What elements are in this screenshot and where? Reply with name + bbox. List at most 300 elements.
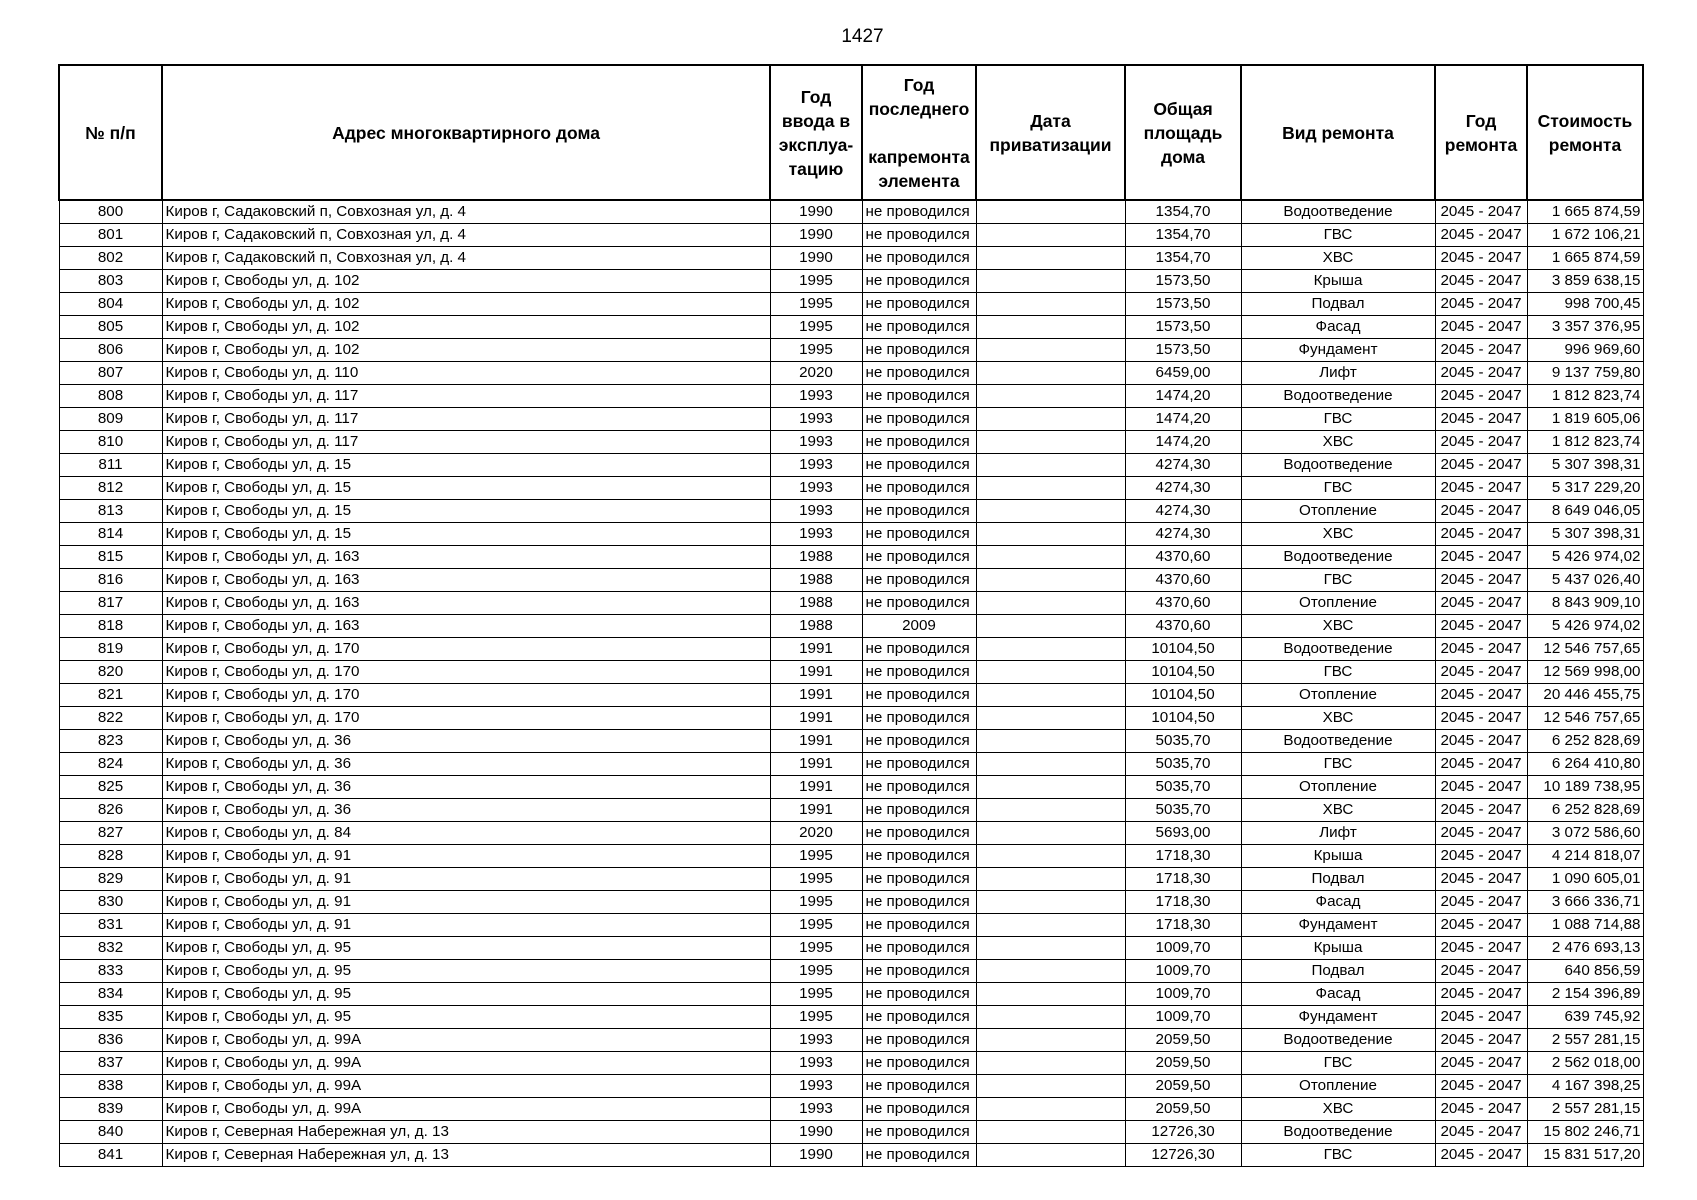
cell-address: Киров г, Свободы ул, д. 95	[162, 937, 770, 960]
cell-last-repair: не проводился	[862, 546, 976, 569]
cell-repair-year: 2045 - 2047	[1435, 592, 1527, 615]
cell-year-built: 1995	[770, 339, 862, 362]
cell-privatization	[976, 983, 1125, 1006]
cell-repair-year: 2045 - 2047	[1435, 270, 1527, 293]
cell-repair-type: ГВС	[1241, 1052, 1435, 1075]
cell-year-built: 2020	[770, 362, 862, 385]
table-row	[59, 638, 1643, 661]
cell-num: 813	[59, 500, 162, 523]
cell-area: 2059,50	[1125, 1075, 1241, 1098]
cell-privatization	[976, 822, 1125, 845]
cell-area: 2059,50	[1125, 1029, 1241, 1052]
cell-privatization	[976, 937, 1125, 960]
cell-cost: 12 569 998,00	[1527, 661, 1643, 684]
cell-cost: 3 072 586,60	[1527, 822, 1643, 845]
cell-privatization	[976, 316, 1125, 339]
cell-repair-year: 2045 - 2047	[1435, 615, 1527, 638]
cell-last-repair: не проводился	[862, 638, 976, 661]
cell-num: 830	[59, 891, 162, 914]
cell-year-built: 1993	[770, 1029, 862, 1052]
table-body	[59, 200, 1643, 1167]
cell-repair-type: ХВС	[1241, 431, 1435, 454]
table-row	[59, 661, 1643, 684]
cell-last-repair: не проводился	[862, 1075, 976, 1098]
cell-num: 822	[59, 707, 162, 730]
cell-num: 836	[59, 1029, 162, 1052]
cell-privatization	[976, 638, 1125, 661]
cell-area: 4274,30	[1125, 523, 1241, 546]
cell-privatization	[976, 1006, 1125, 1029]
cell-privatization	[976, 454, 1125, 477]
cell-repair-type: Фасад	[1241, 316, 1435, 339]
cell-area: 12726,30	[1125, 1121, 1241, 1144]
cell-repair-type: Отопление	[1241, 500, 1435, 523]
cell-repair-type: Подвал	[1241, 293, 1435, 316]
cell-repair-type: Подвал	[1241, 960, 1435, 983]
cell-num: 821	[59, 684, 162, 707]
cell-cost: 639 745,92	[1527, 1006, 1643, 1029]
cell-privatization	[976, 546, 1125, 569]
cell-area: 5035,70	[1125, 799, 1241, 822]
table-row	[59, 316, 1643, 339]
cell-last-repair: не проводился	[862, 477, 976, 500]
cell-year-built: 1990	[770, 1121, 862, 1144]
cell-cost: 3 859 638,15	[1527, 270, 1643, 293]
table-row	[59, 247, 1643, 270]
cell-cost: 15 802 246,71	[1527, 1121, 1643, 1144]
cell-repair-year: 2045 - 2047	[1435, 200, 1527, 224]
cell-area: 10104,50	[1125, 661, 1241, 684]
table-row	[59, 707, 1643, 730]
cell-num: 800	[59, 200, 162, 224]
cell-repair-type: Водоотведение	[1241, 730, 1435, 753]
cell-area: 1474,20	[1125, 431, 1241, 454]
cell-privatization	[976, 707, 1125, 730]
cell-address: Киров г, Свободы ул, д. 102	[162, 316, 770, 339]
cell-area: 5035,70	[1125, 730, 1241, 753]
cell-last-repair: 2009	[862, 615, 976, 638]
cell-privatization	[976, 684, 1125, 707]
cell-num: 816	[59, 569, 162, 592]
table-row	[59, 1121, 1643, 1144]
cell-address: Киров г, Свободы ул, д. 36	[162, 799, 770, 822]
cell-address: Киров г, Свободы ул, д. 170	[162, 707, 770, 730]
cell-cost: 6 252 828,69	[1527, 799, 1643, 822]
cell-num: 820	[59, 661, 162, 684]
cell-privatization	[976, 753, 1125, 776]
cell-cost: 5 426 974,02	[1527, 546, 1643, 569]
cell-num: 818	[59, 615, 162, 638]
cell-area: 1718,30	[1125, 845, 1241, 868]
cell-repair-year: 2045 - 2047	[1435, 454, 1527, 477]
cell-num: 828	[59, 845, 162, 868]
cell-area: 1718,30	[1125, 868, 1241, 891]
cell-last-repair: не проводился	[862, 799, 976, 822]
cell-cost: 9 137 759,80	[1527, 362, 1643, 385]
header-repair-type: Вид ремонта	[1241, 65, 1435, 200]
cell-cost: 5 437 026,40	[1527, 569, 1643, 592]
cell-area: 1354,70	[1125, 224, 1241, 247]
cell-last-repair: не проводился	[862, 891, 976, 914]
cell-repair-type: Отопление	[1241, 592, 1435, 615]
table-row	[59, 224, 1643, 247]
header-address: Адрес многоквартирного дома	[162, 65, 770, 200]
cell-cost: 20 446 455,75	[1527, 684, 1643, 707]
cell-privatization	[976, 1098, 1125, 1121]
cell-repair-year: 2045 - 2047	[1435, 799, 1527, 822]
cell-year-built: 1995	[770, 983, 862, 1006]
cell-cost: 1 672 106,21	[1527, 224, 1643, 247]
cell-year-built: 1995	[770, 270, 862, 293]
table-row	[59, 569, 1643, 592]
cell-address: Киров г, Свободы ул, д. 91	[162, 914, 770, 937]
cell-privatization	[976, 891, 1125, 914]
cell-num: 831	[59, 914, 162, 937]
cell-address: Киров г, Свободы ул, д. 95	[162, 1006, 770, 1029]
cell-year-built: 1988	[770, 546, 862, 569]
cell-cost: 1 812 823,74	[1527, 385, 1643, 408]
cell-repair-year: 2045 - 2047	[1435, 1121, 1527, 1144]
cell-repair-year: 2045 - 2047	[1435, 477, 1527, 500]
cell-year-built: 1990	[770, 247, 862, 270]
cell-cost: 1 088 714,88	[1527, 914, 1643, 937]
cell-year-built: 1993	[770, 1098, 862, 1121]
table-row	[59, 799, 1643, 822]
cell-address: Киров г, Свободы ул, д. 84	[162, 822, 770, 845]
cell-privatization	[976, 661, 1125, 684]
cell-last-repair: не проводился	[862, 385, 976, 408]
cell-num: 801	[59, 224, 162, 247]
cell-repair-type: ХВС	[1241, 247, 1435, 270]
cell-privatization	[976, 776, 1125, 799]
cell-cost: 6 252 828,69	[1527, 730, 1643, 753]
cell-last-repair: не проводился	[862, 1144, 976, 1167]
cell-last-repair: не проводился	[862, 454, 976, 477]
cell-last-repair: не проводился	[862, 431, 976, 454]
cell-address: Киров г, Свободы ул, д. 117	[162, 431, 770, 454]
cell-num: 825	[59, 776, 162, 799]
cell-address: Киров г, Свободы ул, д. 95	[162, 960, 770, 983]
cell-year-built: 1993	[770, 477, 862, 500]
cell-last-repair: не проводился	[862, 293, 976, 316]
cell-repair-type: ХВС	[1241, 707, 1435, 730]
table-row	[59, 937, 1643, 960]
cell-cost: 996 969,60	[1527, 339, 1643, 362]
table-row	[59, 1006, 1643, 1029]
cell-year-built: 1993	[770, 1052, 862, 1075]
cell-privatization	[976, 293, 1125, 316]
cell-year-built: 1990	[770, 224, 862, 247]
table-row	[59, 730, 1643, 753]
cell-privatization	[976, 523, 1125, 546]
cell-repair-type: Крыша	[1241, 845, 1435, 868]
table-row	[59, 960, 1643, 983]
cell-year-built: 1991	[770, 638, 862, 661]
cell-address: Киров г, Свободы ул, д. 102	[162, 293, 770, 316]
cell-num: 826	[59, 799, 162, 822]
table-row	[59, 546, 1643, 569]
cell-area: 1354,70	[1125, 200, 1241, 224]
cell-year-built: 1988	[770, 569, 862, 592]
cell-privatization	[976, 1029, 1125, 1052]
cell-address: Киров г, Свободы ул, д. 163	[162, 615, 770, 638]
table-row	[59, 914, 1643, 937]
cell-last-repair: не проводился	[862, 776, 976, 799]
cell-last-repair: не проводился	[862, 1006, 976, 1029]
table-row	[59, 339, 1643, 362]
cell-repair-type: ХВС	[1241, 799, 1435, 822]
cell-repair-year: 2045 - 2047	[1435, 822, 1527, 845]
cell-repair-type: Водоотведение	[1241, 638, 1435, 661]
cell-cost: 640 856,59	[1527, 960, 1643, 983]
table-row	[59, 200, 1643, 224]
cell-address: Киров г, Свободы ул, д. 163	[162, 569, 770, 592]
cell-address: Киров г, Свободы ул, д. 99А	[162, 1052, 770, 1075]
cell-num: 819	[59, 638, 162, 661]
cell-address: Киров г, Садаковский п, Совхозная ул, д. 4	[162, 200, 770, 224]
cell-repair-year: 2045 - 2047	[1435, 1098, 1527, 1121]
cell-area: 1573,50	[1125, 293, 1241, 316]
cell-address: Киров г, Свободы ул, д. 36	[162, 730, 770, 753]
cell-area: 5693,00	[1125, 822, 1241, 845]
cell-num: 814	[59, 523, 162, 546]
cell-year-built: 1995	[770, 293, 862, 316]
table-row	[59, 753, 1643, 776]
cell-year-built: 1993	[770, 1075, 862, 1098]
cell-num: 805	[59, 316, 162, 339]
cell-area: 1009,70	[1125, 960, 1241, 983]
cell-year-built: 1993	[770, 454, 862, 477]
cell-area: 1009,70	[1125, 983, 1241, 1006]
cell-address: Киров г, Свободы ул, д. 99А	[162, 1075, 770, 1098]
cell-cost: 1 812 823,74	[1527, 431, 1643, 454]
cell-privatization	[976, 1052, 1125, 1075]
cell-cost: 12 546 757,65	[1527, 707, 1643, 730]
cell-repair-year: 2045 - 2047	[1435, 1144, 1527, 1167]
table-row	[59, 1098, 1643, 1121]
cell-num: 823	[59, 730, 162, 753]
cell-last-repair: не проводился	[862, 661, 976, 684]
cell-area: 1354,70	[1125, 247, 1241, 270]
cell-repair-type: ГВС	[1241, 753, 1435, 776]
table-row	[59, 983, 1643, 1006]
cell-privatization	[976, 1075, 1125, 1098]
cell-repair-type: Фундамент	[1241, 339, 1435, 362]
table-row	[59, 615, 1643, 638]
page-number: 1427	[841, 26, 884, 47]
header-year-built: Год ввода в эксплуа-тацию	[770, 65, 862, 200]
cell-year-built: 1991	[770, 776, 862, 799]
cell-year-built: 1993	[770, 408, 862, 431]
cell-repair-type: ГВС	[1241, 1144, 1435, 1167]
cell-area: 4370,60	[1125, 569, 1241, 592]
cell-year-built: 1988	[770, 615, 862, 638]
cell-area: 1573,50	[1125, 270, 1241, 293]
cell-cost: 3 357 376,95	[1527, 316, 1643, 339]
cell-area: 4370,60	[1125, 615, 1241, 638]
cell-num: 815	[59, 546, 162, 569]
cell-repair-year: 2045 - 2047	[1435, 983, 1527, 1006]
cell-repair-type: Лифт	[1241, 362, 1435, 385]
cell-cost: 5 317 229,20	[1527, 477, 1643, 500]
cell-cost: 5 307 398,31	[1527, 523, 1643, 546]
cell-area: 10104,50	[1125, 707, 1241, 730]
table-row	[59, 385, 1643, 408]
cell-address: Киров г, Свободы ул, д. 99А	[162, 1098, 770, 1121]
cell-repair-type: Отопление	[1241, 776, 1435, 799]
header-cost: Стоимость ремонта	[1527, 65, 1643, 200]
repair-table	[58, 64, 1644, 1167]
cell-cost: 6 264 410,80	[1527, 753, 1643, 776]
cell-num: 817	[59, 592, 162, 615]
cell-year-built: 1991	[770, 753, 862, 776]
cell-last-repair: не проводился	[862, 523, 976, 546]
cell-area: 1573,50	[1125, 316, 1241, 339]
cell-repair-type: ГВС	[1241, 477, 1435, 500]
cell-address: Киров г, Свободы ул, д. 15	[162, 454, 770, 477]
cell-privatization	[976, 431, 1125, 454]
cell-privatization	[976, 615, 1125, 638]
cell-num: 837	[59, 1052, 162, 1075]
cell-repair-type: Водоотведение	[1241, 546, 1435, 569]
cell-num: 802	[59, 247, 162, 270]
cell-num: 809	[59, 408, 162, 431]
cell-year-built: 1991	[770, 684, 862, 707]
cell-last-repair: не проводился	[862, 1121, 976, 1144]
cell-cost: 1 819 605,06	[1527, 408, 1643, 431]
table-row	[59, 822, 1643, 845]
cell-year-built: 2020	[770, 822, 862, 845]
cell-year-built: 1995	[770, 1006, 862, 1029]
cell-address: Киров г, Северная Набережная ул, д. 13	[162, 1121, 770, 1144]
cell-last-repair: не проводился	[862, 937, 976, 960]
cell-repair-year: 2045 - 2047	[1435, 914, 1527, 937]
cell-year-built: 1993	[770, 385, 862, 408]
cell-repair-year: 2045 - 2047	[1435, 569, 1527, 592]
cell-year-built: 1991	[770, 707, 862, 730]
cell-year-built: 1991	[770, 661, 862, 684]
cell-repair-type: Крыша	[1241, 270, 1435, 293]
cell-last-repair: не проводился	[862, 569, 976, 592]
cell-address: Киров г, Свободы ул, д. 110	[162, 362, 770, 385]
cell-address: Киров г, Свободы ул, д. 36	[162, 753, 770, 776]
cell-repair-type: ГВС	[1241, 569, 1435, 592]
cell-privatization	[976, 224, 1125, 247]
cell-year-built: 1993	[770, 523, 862, 546]
cell-cost: 1 090 605,01	[1527, 868, 1643, 891]
table-row	[59, 891, 1643, 914]
cell-last-repair: не проводился	[862, 914, 976, 937]
cell-address: Киров г, Свободы ул, д. 170	[162, 661, 770, 684]
cell-num: 824	[59, 753, 162, 776]
cell-area: 6459,00	[1125, 362, 1241, 385]
table-row	[59, 362, 1643, 385]
cell-address: Киров г, Свободы ул, д. 117	[162, 408, 770, 431]
cell-repair-year: 2045 - 2047	[1435, 1006, 1527, 1029]
cell-area: 5035,70	[1125, 776, 1241, 799]
cell-repair-year: 2045 - 2047	[1435, 868, 1527, 891]
cell-last-repair: не проводился	[862, 1098, 976, 1121]
cell-address: Киров г, Северная Набережная ул, д. 13	[162, 1144, 770, 1167]
cell-num: 841	[59, 1144, 162, 1167]
cell-address: Киров г, Свободы ул, д. 91	[162, 845, 770, 868]
cell-cost: 4 214 818,07	[1527, 845, 1643, 868]
cell-repair-year: 2045 - 2047	[1435, 362, 1527, 385]
cell-privatization	[976, 477, 1125, 500]
cell-num: 804	[59, 293, 162, 316]
cell-repair-year: 2045 - 2047	[1435, 776, 1527, 799]
cell-last-repair: не проводился	[862, 1029, 976, 1052]
cell-cost: 5 426 974,02	[1527, 615, 1643, 638]
cell-repair-type: ГВС	[1241, 224, 1435, 247]
cell-repair-year: 2045 - 2047	[1435, 638, 1527, 661]
cell-privatization	[976, 500, 1125, 523]
table-row	[59, 293, 1643, 316]
cell-area: 4370,60	[1125, 592, 1241, 615]
cell-cost: 2 476 693,13	[1527, 937, 1643, 960]
cell-address: Киров г, Свободы ул, д. 163	[162, 592, 770, 615]
cell-address: Киров г, Свободы ул, д. 15	[162, 477, 770, 500]
cell-last-repair: не проводился	[862, 868, 976, 891]
cell-address: Киров г, Свободы ул, д. 91	[162, 891, 770, 914]
cell-last-repair: не проводился	[862, 247, 976, 270]
cell-repair-year: 2045 - 2047	[1435, 247, 1527, 270]
cell-repair-year: 2045 - 2047	[1435, 891, 1527, 914]
cell-year-built: 1995	[770, 960, 862, 983]
cell-address: Киров г, Свободы ул, д. 163	[162, 546, 770, 569]
cell-cost: 8 649 046,05	[1527, 500, 1643, 523]
cell-last-repair: не проводился	[862, 270, 976, 293]
cell-area: 4274,30	[1125, 500, 1241, 523]
cell-address: Киров г, Свободы ул, д. 102	[162, 339, 770, 362]
cell-num: 808	[59, 385, 162, 408]
cell-cost: 12 546 757,65	[1527, 638, 1643, 661]
cell-repair-year: 2045 - 2047	[1435, 753, 1527, 776]
cell-last-repair: не проводился	[862, 200, 976, 224]
cell-address: Киров г, Свободы ул, д. 170	[162, 684, 770, 707]
cell-repair-year: 2045 - 2047	[1435, 339, 1527, 362]
cell-repair-type: Фасад	[1241, 891, 1435, 914]
cell-cost: 5 307 398,31	[1527, 454, 1643, 477]
cell-year-built: 1993	[770, 500, 862, 523]
cell-privatization	[976, 569, 1125, 592]
table-row	[59, 845, 1643, 868]
cell-year-built: 1988	[770, 592, 862, 615]
cell-year-built: 1990	[770, 1144, 862, 1167]
cell-area: 12726,30	[1125, 1144, 1241, 1167]
cell-area: 2059,50	[1125, 1098, 1241, 1121]
cell-privatization	[976, 247, 1125, 270]
cell-repair-type: ХВС	[1241, 1098, 1435, 1121]
cell-area: 1009,70	[1125, 1006, 1241, 1029]
cell-num: 803	[59, 270, 162, 293]
cell-privatization	[976, 270, 1125, 293]
cell-privatization	[976, 914, 1125, 937]
table-row	[59, 776, 1643, 799]
cell-repair-type: Водоотведение	[1241, 1029, 1435, 1052]
cell-cost: 2 557 281,15	[1527, 1098, 1643, 1121]
table-row	[59, 684, 1643, 707]
cell-year-built: 1991	[770, 730, 862, 753]
cell-num: 810	[59, 431, 162, 454]
cell-last-repair: не проводился	[862, 684, 976, 707]
cell-area: 10104,50	[1125, 638, 1241, 661]
cell-privatization	[976, 408, 1125, 431]
cell-repair-type: Фасад	[1241, 983, 1435, 1006]
cell-address: Киров г, Свободы ул, д. 102	[162, 270, 770, 293]
cell-cost: 2 562 018,00	[1527, 1052, 1643, 1075]
cell-num: 812	[59, 477, 162, 500]
